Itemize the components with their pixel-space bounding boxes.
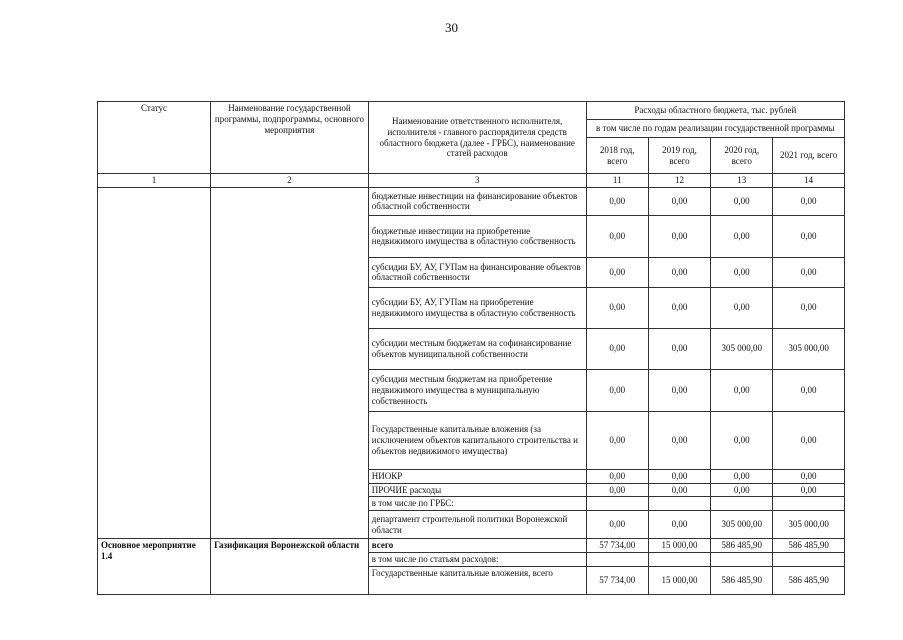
row-label: бюджетные инвестиции на финансирование объектов областной собственности xyxy=(368,187,586,215)
row-value: 586 485,90 xyxy=(711,539,773,553)
row-value: 0,00 xyxy=(773,411,845,469)
row-value: 0,00 xyxy=(711,369,773,411)
col-number: 11 xyxy=(586,174,648,188)
row-value: 15 000,00 xyxy=(648,566,710,594)
row-value: 0,00 xyxy=(773,369,845,411)
section-status: Основное мероприятие 1.4 xyxy=(98,539,211,595)
row-value: 0,00 xyxy=(648,257,710,287)
col-number: 1 xyxy=(98,174,211,188)
row-value xyxy=(711,497,773,511)
page-number: 30 xyxy=(445,20,458,35)
row-value xyxy=(648,552,710,566)
row-value: 57 734,00 xyxy=(586,566,648,594)
row-value: 0,00 xyxy=(648,411,710,469)
col-number: 13 xyxy=(711,174,773,188)
header-year-2020: 2020 год, всего xyxy=(711,138,773,174)
header-executor: Наименование ответственного исполнителя, исполнителя - главного распорядителя средств областного бюджета (далее - ГРБС), наименование статей расходов xyxy=(368,102,586,174)
row-value: 0,00 xyxy=(648,287,710,328)
row-value: 0,00 xyxy=(773,187,845,215)
row-value: 0,00 xyxy=(586,257,648,287)
row-value: 0,00 xyxy=(711,287,773,328)
header-year-2018: 2018 год, всего xyxy=(586,138,648,174)
row-value: 0,00 xyxy=(586,328,648,369)
row-value: 0,00 xyxy=(773,469,845,483)
table-row xyxy=(98,187,845,215)
header-year-2021: 2021 год, всего xyxy=(773,138,845,174)
row-value: 0,00 xyxy=(711,469,773,483)
header-year-2019: 2019 год, всего xyxy=(648,138,710,174)
row-value xyxy=(773,497,845,511)
status-cell-empty xyxy=(98,187,211,538)
row-value: 586 485,90 xyxy=(773,566,845,594)
row-value xyxy=(648,497,710,511)
budget-table xyxy=(97,101,845,595)
row-value: 0,00 xyxy=(648,187,710,215)
row-value: 0,00 xyxy=(586,483,648,497)
row-value: 0,00 xyxy=(586,187,648,215)
row-value: 0,00 xyxy=(648,483,710,497)
row-value xyxy=(711,552,773,566)
row-value: 0,00 xyxy=(711,187,773,215)
row-value: 305 000,00 xyxy=(773,511,845,539)
table-row xyxy=(98,539,845,553)
row-value: 0,00 xyxy=(648,328,710,369)
row-value xyxy=(586,552,648,566)
row-label: субсидии местным бюджетам на приобретение недвижимого имущества в муниципальную собственность xyxy=(368,369,586,411)
program-cell-empty xyxy=(211,187,369,538)
row-value: 0,00 xyxy=(773,287,845,328)
row-value: 0,00 xyxy=(773,483,845,497)
row-value: 0,00 xyxy=(711,411,773,469)
row-value: 0,00 xyxy=(648,215,710,257)
row-value: 0,00 xyxy=(586,215,648,257)
row-value: 0,00 xyxy=(586,411,648,469)
row-value: 305 000,00 xyxy=(773,328,845,369)
col-number: 12 xyxy=(648,174,710,188)
row-value: 15 000,00 xyxy=(648,539,710,553)
row-label: в том числе по статьям расходов: xyxy=(368,552,586,566)
header-status: Статус xyxy=(98,102,211,174)
row-value xyxy=(773,552,845,566)
header-by-years: в том числе по годам реализации государственной программы xyxy=(586,120,844,138)
row-value: 0,00 xyxy=(711,257,773,287)
row-value: 0,00 xyxy=(586,287,648,328)
col-number: 14 xyxy=(773,174,845,188)
row-label: ПРОЧИЕ расходы xyxy=(368,483,586,497)
row-value: 0,00 xyxy=(648,511,710,539)
header-program-name: Наименование государственной программы, подпрограммы, основного мероприятия xyxy=(211,102,369,174)
header-expenses: Расходы областного бюджета, тыс. рублей xyxy=(586,102,844,120)
col-number: 2 xyxy=(211,174,369,188)
row-value: 0,00 xyxy=(586,469,648,483)
row-value: 0,00 xyxy=(648,469,710,483)
row-label: всего xyxy=(368,539,586,553)
row-value xyxy=(586,497,648,511)
row-label: в том числе по ГРБС: xyxy=(368,497,586,511)
row-value: 0,00 xyxy=(586,369,648,411)
row-label: НИОКР xyxy=(368,469,586,483)
row-label: субсидии БУ, АУ, ГУПам на приобретение недвижимого имущества в областную собственность xyxy=(368,287,586,328)
row-value: 0,00 xyxy=(648,369,710,411)
row-value: 0,00 xyxy=(773,215,845,257)
row-value: 305 000,00 xyxy=(711,328,773,369)
row-value: 57 734,00 xyxy=(586,539,648,553)
row-label: субсидии БУ, АУ, ГУПам на финансирование объектов областной собственности xyxy=(368,257,586,287)
row-value: 0,00 xyxy=(711,215,773,257)
row-label: Государственные капитальные вложения, всего xyxy=(368,566,586,594)
row-value: 0,00 xyxy=(773,257,845,287)
row-label: департамент строительной политики Воронежской области xyxy=(368,511,586,539)
section-name: Газификация Воронежской области xyxy=(211,539,369,595)
row-value: 0,00 xyxy=(711,483,773,497)
row-value: 586 485,90 xyxy=(773,539,845,553)
row-value: 305 000,00 xyxy=(711,511,773,539)
row-value: 0,00 xyxy=(586,511,648,539)
row-label: субсидии местным бюджетам на софинансирование объектов муниципальной собственности xyxy=(368,328,586,369)
row-label: бюджетные инвестиции на приобретение недвижимого имущества в областную собственность xyxy=(368,215,586,257)
row-label: Государственные капитальные вложения (за исключением объектов капитального строительства и объектов недвижимого имущества) xyxy=(368,411,586,469)
row-value: 586 485,90 xyxy=(711,566,773,594)
col-number: 3 xyxy=(368,174,586,188)
